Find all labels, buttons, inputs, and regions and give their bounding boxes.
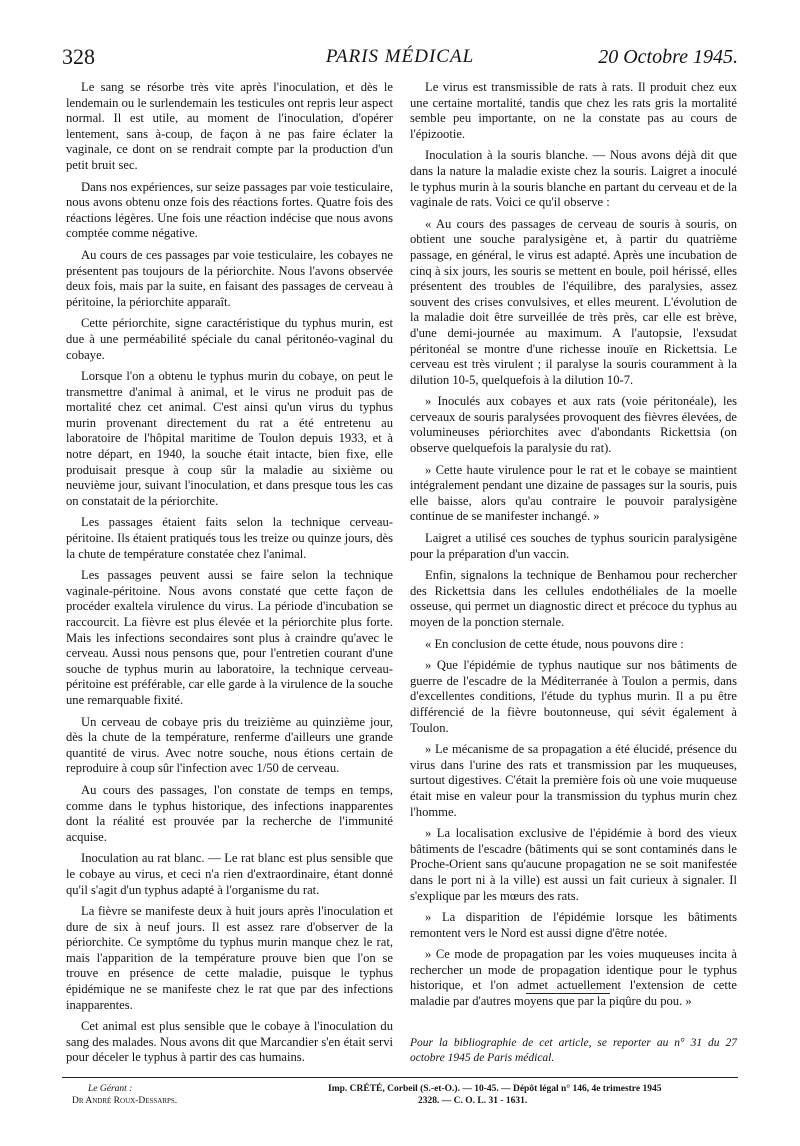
paragraph: Le sang se résorbe très vite après l'inoculation, et dès le lendemain ou le surlendemain les testicules ont repris leur aspect normal. Il est utile, au moment de l'inoculation, d'opérer lentement, sans à-coup, de façon à ne pas faire éclater la vaginale, ce dont on se rendrait compte par la production d'un petit bruit sec. — [66, 80, 393, 172]
right-column — [410, 80, 737, 1016]
section-divider — [526, 993, 610, 994]
paragraph: Les passages peuvent aussi se faire selon la technique vaginale-péritoine. Nous avons constaté que cette façon de procéder exaltela virulence du virus. La période d'incubation se raccourcit. La fièvre est plus élevée et la périorchite plus forte. Mais les infections secondaires sont plus à craindre qu'avec le cerveau. Aussi nous pensons que, pour l'entretien courant d'une souche de typhus murin au laboratoire, la technique cerveau-péritoine est préférable, car elle garde à la virulence de la souche une remarquable fixité. — [66, 568, 393, 707]
paragraph: » La disparition de l'épidémie lorsque les bâtiments remontent vers le Nord est aussi digne d'être notée. — [410, 910, 737, 940]
gerant-name: Dr André Roux-Dessarps. — [72, 1096, 178, 1106]
paragraph: » Inoculés aux cobayes et aux rats (voie péritonéale), les cerveaux de souris paralysées provoquent des fièvres élevées, de volumineuses périorchites avec d'abondants Rickettsia (on observe quelquefois la paralysie du rat). — [410, 394, 737, 456]
paragraph: Cette périorchite, signe caractéristique du typhus murin, est due à une perméabilité spéciale du canal péritonéo-vaginal du cobaye. — [66, 316, 393, 362]
paragraph: Cet animal est plus sensible que le cobaye à l'inoculation du sang des malades. Nous avons dit que Marcandier s'en était servi pour déceler le typhus à partir des cas humains. — [66, 1019, 393, 1065]
paragraph: » Cette haute virulence pour le rat et le cobaye se maintient intégralement pendant une dizaine de passages sur la souris, puis elle baisse, alors qu'au contraire le pouvoir paralysigène continue de se manifester inchangé. » — [410, 462, 737, 524]
paragraph: Dans nos expériences, sur seize passages par voie testiculaire, nous avons obtenu onze fois des réactions fortes. Quatre fois des réactions légères. Une fois une réaction indécise que nous avons comptée comme négative. — [66, 179, 393, 241]
paragraph: « En conclusion de cette étude, nous pouvons dire : — [425, 636, 684, 651]
paragraph: Laigret a utilisé ces souches de typhus souricin paralysigène pour la préparation d'un vaccin. — [410, 531, 737, 561]
paragraph: Un cerveau de cobaye pris du treizième au quinzième jour, dès la chute de la température, renferme d'ailleurs une grande quantité de virus. Avec notre souche, nous étions certain de reproduire à coup sûr l'infection avec 1/50 de cerveau. — [66, 714, 393, 776]
paragraph: Les passages étaient faits selon la technique cerveau-péritoine. Ils étaient pratiqués tous les treize ou quinze jours, dès la chute de température constatée chez l'animal. — [66, 515, 393, 561]
bibliography-note: Pour la bibliographie de cet article, se reporter au n° 31 du 27 octobre 1945 de Paris médical. — [410, 1037, 737, 1064]
printer-line: 2328. — C. O. L. 31 - 1631. — [418, 1096, 528, 1106]
paragraph: Enfin, signalons la technique de Benhamou pour rechercher des Rickettsia dans les cellules endothéliales de la moelle osseuse, qui permet un diagnostic direct et précoce du typhus au moyen de la ponction sternale. — [410, 568, 737, 629]
issue-date: 20 Octobre 1945. — [598, 46, 738, 68]
running-header — [62, 40, 738, 74]
gerant-label: Le Gérant : — [88, 1084, 133, 1094]
paragraph-section-rat: Inoculation au rat blanc. — Le rat blanc est plus sensible que le cobaye au virus, et ceci n'a rien d'extraordinaire, étant donné qu'il s'agit d'un typhus adapté à l'organisme du rat. — [66, 851, 393, 897]
footer-printer — [328, 1083, 661, 1107]
paragraph: » Le mécanisme de sa propagation a été élucidé, présence du virus dans l'urine des rats et transmission par les muqueuses, surtout digestives. C'était la première fois où une voie muqueuse était mise en valeur pour la transmission du typhus murin chez l'homme. — [410, 742, 737, 819]
journal-title: PARIS MÉDICAL — [325, 46, 475, 67]
paragraph: » Ce mode de propagation par les voies muqueuses incita à rechercher un mode de propagation identique pour le typhus historique, et l'on admet actuellement l'extension de cette maladie par d'autres moyens que par la piqûre du pou. » — [410, 947, 737, 1009]
footer-gerant — [72, 1083, 177, 1107]
paragraph: » La localisation exclusive de l'épidémie à bord des vieux bâtiments de l'escadre (bâtiments qui se sont contaminés dans le Proche-Orient sans qu'aucune propagation ne se soit manifestée dans le port ni à la ville) est aussi un fait curieux à signaler. Il s'explique par les mœurs des rats. — [410, 826, 737, 903]
paragraph: Lorsque l'on a obtenu le typhus murin du cobaye, on peut le transmettre d'animal à animal, et le virus ne produit pas de mortalité chez cet animal. C'est ainsi qu'un virus du typhus murin provenant directement du rat a été entretenu au laboratoire de l'hôpital maritime de Toulon depuis 1933, et à notre départ, en 1940, la souche était intacte, bien fixe, elle produisait presque à coup sûr la maladie au sixième ou neuvième jour, suivant l'inoculation, et dans presque tous les cas on constatait de la périorchite. — [66, 369, 393, 508]
paragraph: « Au cours des passages de cerveau de souris à souris, on obtient une souche paralysigène et, à partir du quatrième passage, en général, le virus est adapté. Après une incubation de cinq à six jours, les souris se mettent en boule, poil hérissé, elles présentent des troubles de l'équilibre, des paralysies, assez souvent des crises convulsives, et elles meurent. L'évolution de la maladie doit être surveillée de très près, car elle est brève, d'une demi-journée au maximum. A l'autopsie, l'exsudat péritonéal se montre d'une richesse inouïe en Rickettsia. Le cerveau est très virulent ; il paralyse la souris couramment à la dilution 10-5, quelquefois à la dilution 10-7. — [410, 216, 737, 387]
left-column — [66, 80, 393, 1072]
paragraph: Le virus est transmissible de rats à rats. Il produit chez eux une certaine mortalité, tandis que chez les rats gris la mortalité semble peu importante, on ne la constate pas au cours de l'épizootie. — [410, 80, 737, 141]
page-number: 328 — [62, 44, 95, 69]
paragraph: Au cours de ces passages par voie testiculaire, les cobayes ne présentent pas toujours de la périorchite. Nous l'avons observée deux fois, mais par la suite, en faisant des passages de cerveau à péritoine, la périorchite apparaît. — [66, 247, 393, 309]
printer-line: Imp. CRÉTÉ, Corbeil (S.-et-O.). — 10-45. — Dépôt légal n° 146, 4e trimestre 1945 — [328, 1084, 662, 1094]
paragraph: » Que l'épidémie de typhus nautique sur nos bâtiments de guerre de l'escadre de la Méditerranée à Toulon a permis, dans d'excellentes conditions, l'étude du typhus murin. Il a pu être différencié de la fièvre boutonneuse, qui sévit également à Toulon. — [410, 658, 737, 735]
paragraph: La fièvre se manifeste deux à huit jours après l'inoculation et dure de six à neuf jours. Il est assez rare d'observer de la périorchite. Ce symptôme du typhus murin manque chez le rat, mais l'apparition de la température prouve bien que l'on se trouve en présence de cette maladie, puisque le typhus épidémique ne se manifeste chez le rat que par des infections inapparentes. — [66, 904, 393, 1012]
paragraph-section-souris: Inoculation à la souris blanche. — Nous avons déjà dit que dans la nature la maladie existe chez la souris. Laigret a inoculé le typhus murin à la souris blanche en partant du cerveau et de la vaginale de rats. Voici ce qu'il observe : — [410, 148, 737, 210]
paragraph: Au cours des passages, l'on constate de temps en temps, comme dans le typhus historique, des infections inapparentes dont la réalité est prouvée par la recherche de l'immunité acquise. — [66, 782, 393, 844]
footer-divider — [62, 1077, 738, 1078]
